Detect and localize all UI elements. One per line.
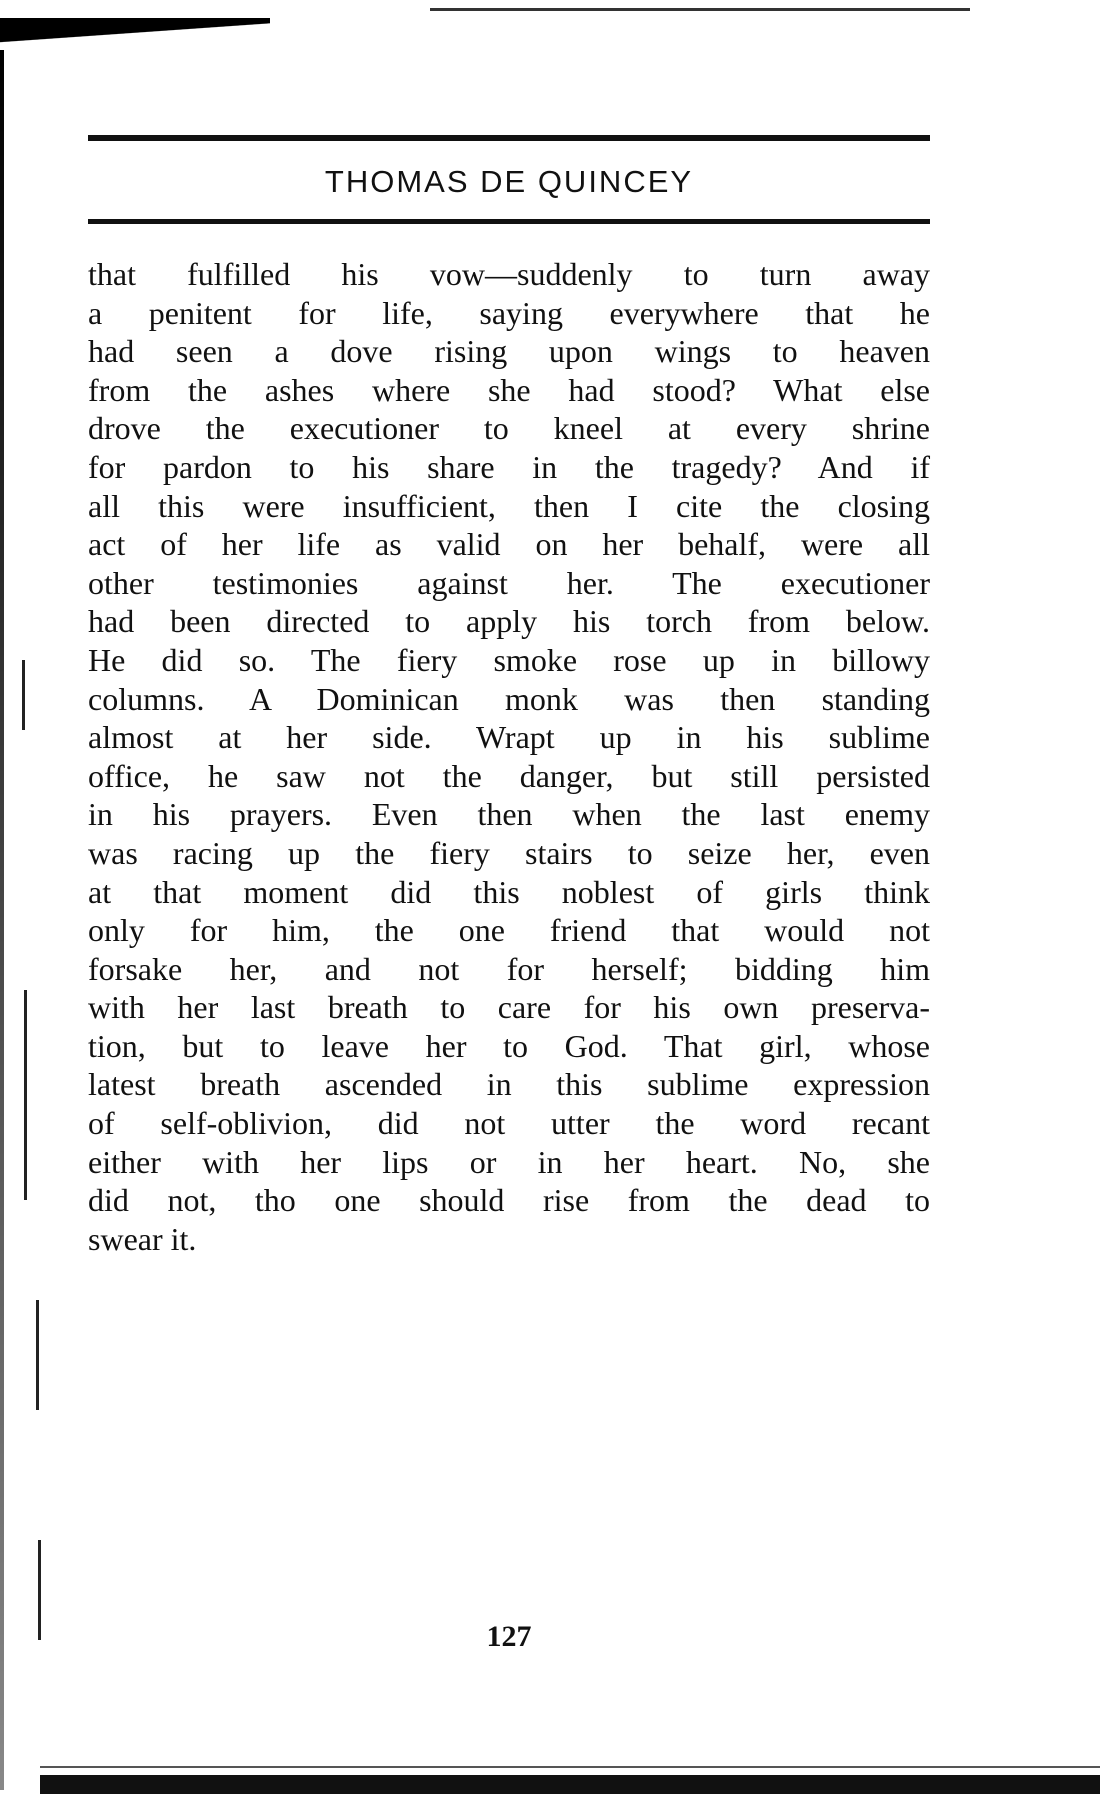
text-line: act of her life as valid on her behalf, were all: [88, 526, 930, 563]
text-line: office, he saw not the danger, but still persisted: [88, 757, 930, 794]
text-line: for pardon to his share in the tragedy? And if: [88, 448, 930, 485]
text-line: did not, tho one should rise from the dead to: [88, 1182, 930, 1219]
text-line: almost at her side. Wrapt up in his sublime: [88, 719, 930, 756]
header-rule-top: [88, 135, 930, 141]
page-number: 127: [486, 1620, 532, 1653]
text-line: forsake her, and not for herself; bidding him: [88, 950, 930, 987]
text-line: had seen a dove rising upon wings to heaven: [88, 333, 930, 370]
text-line: latest breath ascended in this sublime expression: [88, 1066, 930, 1103]
text-line: only for him, the one friend that would not: [88, 912, 930, 949]
text-line: in his prayers. Even then when the last enemy: [88, 796, 930, 833]
scan-edge-bottom: [40, 1775, 1100, 1794]
header-rule-bottom: [88, 219, 930, 224]
margin-mark: [22, 660, 25, 730]
scan-edge-left: [0, 50, 4, 1790]
body-text: [88, 255, 930, 1258]
text-line: was racing up the fiery stairs to seize her, even: [88, 834, 930, 871]
scan-edge-bottom-thin: [40, 1766, 1100, 1768]
text-line: other testimonies against her. The executioner: [88, 564, 930, 601]
scan-edge-top: [430, 8, 970, 11]
text-line: all this were insufficient, then I cite the closing: [88, 487, 930, 524]
text-line: either with her lips or in her heart. No, she: [88, 1143, 930, 1180]
text-line: had been directed to apply his torch from below.: [88, 603, 930, 640]
text-line: drove the executioner to kneel at every shrine: [88, 410, 930, 447]
text-line: a penitent for life, saying everywhere that he: [88, 294, 930, 331]
margin-mark: [24, 990, 27, 1200]
text-line: columns. A Dominican monk was then standing: [88, 680, 930, 717]
margin-mark: [36, 1300, 39, 1410]
text-line: that fulfilled his vow—suddenly to turn away: [88, 256, 930, 292]
text-line: He did so. The fiery smoke rose up in billowy: [88, 641, 930, 678]
text-line: of self-oblivion, did not utter the word recant: [88, 1105, 930, 1142]
margin-mark: [38, 1540, 41, 1640]
text-line: at that moment did this noblest of girls think: [88, 873, 930, 910]
text-line-last: swear it.: [88, 1220, 197, 1257]
text-line: from the ashes where she had stood? What else: [88, 371, 930, 408]
running-head: THOMAS DE QUINCEY: [324, 164, 694, 199]
text-line: with her last breath to care for his own preserva-: [88, 989, 930, 1026]
scan-shadow-top-left: [0, 18, 270, 62]
text-line: tion, but to leave her to God. That girl, whose: [88, 1027, 930, 1064]
